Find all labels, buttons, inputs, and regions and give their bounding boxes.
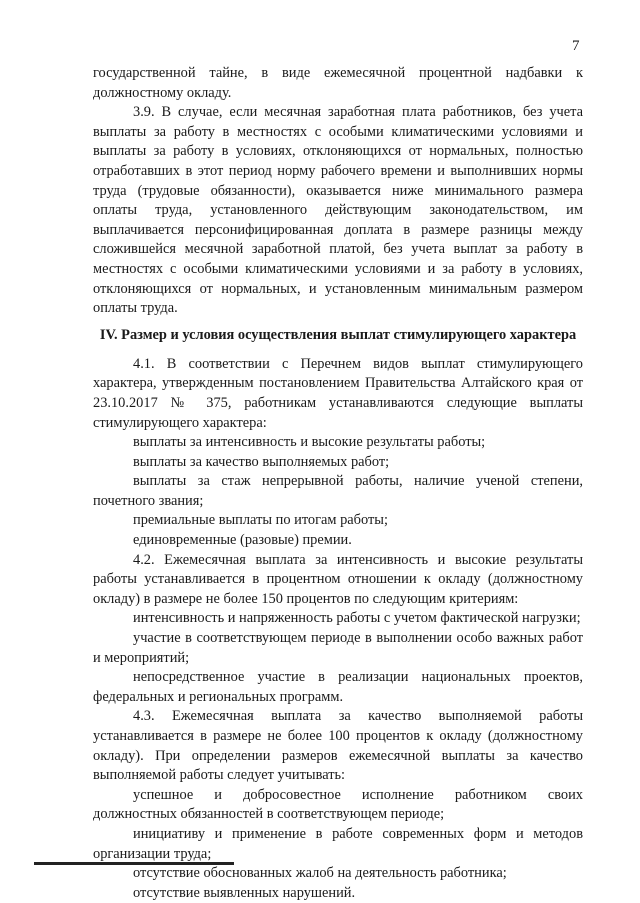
list-item: инициативу и применение в работе современных форм и методов организации труда; [93, 825, 583, 862]
list-item: участие в соответствующем периоде в выполнении особо важных работ и мероприятий; [93, 630, 583, 666]
list-item: интенсивность и напряженность работы с учетом фактической нагрузки; [133, 610, 581, 627]
list-item: отсутствие выявленных нарушений. [133, 884, 356, 901]
paragraph-4-1: 4.1. В соответствии с Перечнем видов выплат стимулирующего характера, утвержденным постановлением Правительства Алтайского края от 23.10.2017 № 375, работникам устанавливаются следующие выплаты стимулирующего характера: [93, 355, 583, 431]
list-item: непосредственное участие в реализации национальных проектов, федеральных и региональных программ. [93, 669, 583, 705]
page-number: 7 [572, 38, 580, 54]
list-item: отсутствие обоснованных жалоб на деятельность работника; [133, 865, 507, 882]
list-item: выплаты за интенсивность и высокие результаты работы; [133, 434, 486, 451]
footer-rule [34, 862, 234, 865]
document-body [93, 64, 583, 903]
paragraph-3-9: 3.9. В случае, если месячная заработная плата работников, без учета выплаты за работу в местностях с особыми климатическими условиями и выплаты за работу в условиях, отклоняющихся от нормальных, полностью отработавших в этот период норму рабочего времени и выполнивших нормы труда (трудовые обязанности), оказывается ниже минимального размера оплаты труда, установленного действующим законодательством, им выплачивается персонифицированная доплата в размере разницы между сложившейся месячной заработной платой, без учета выплат за работу в местностях с особыми климатическими условиями и за работу в условиях, отклоняющихся от нормальных, и установленным минимальным размером оплаты труда. [93, 104, 583, 317]
list-item: выплаты за стаж непрерывной работы, наличие ученой степени, почетного звания; [93, 473, 583, 509]
paragraph-continuation: государственной тайне, в виде ежемесячной процентной надбавки к должностному окладу. [93, 65, 583, 101]
paragraph-4-2: 4.2. Ежемесячная выплата за интенсивность и высокие результаты работы устанавливается в процентном отношении к окладу (должностному окладу) в размере не более 150 процентов по следующим критериям: [93, 551, 583, 607]
section-heading-iv: IV. Размер и условия осуществления выплат стимулирующего характера [99, 326, 577, 343]
list-item: единовременные (разовые) премии. [133, 532, 352, 549]
list-item: премиальные выплаты по итогам работы; [133, 512, 388, 529]
list-item: выплаты за качество выполняемых работ; [133, 453, 390, 470]
paragraph-4-3: 4.3. Ежемесячная выплата за качество выполняемой работы устанавливается в размере не более 100 процентов к окладу (должностному окладу). При определении размеров ежемесячной выплаты за качество выполняемой работы следует учитывать: [93, 708, 583, 784]
list-item: успешное и добросовестное исполнение работником своих должностных обязанностей в соответствующем периоде; [93, 786, 583, 823]
